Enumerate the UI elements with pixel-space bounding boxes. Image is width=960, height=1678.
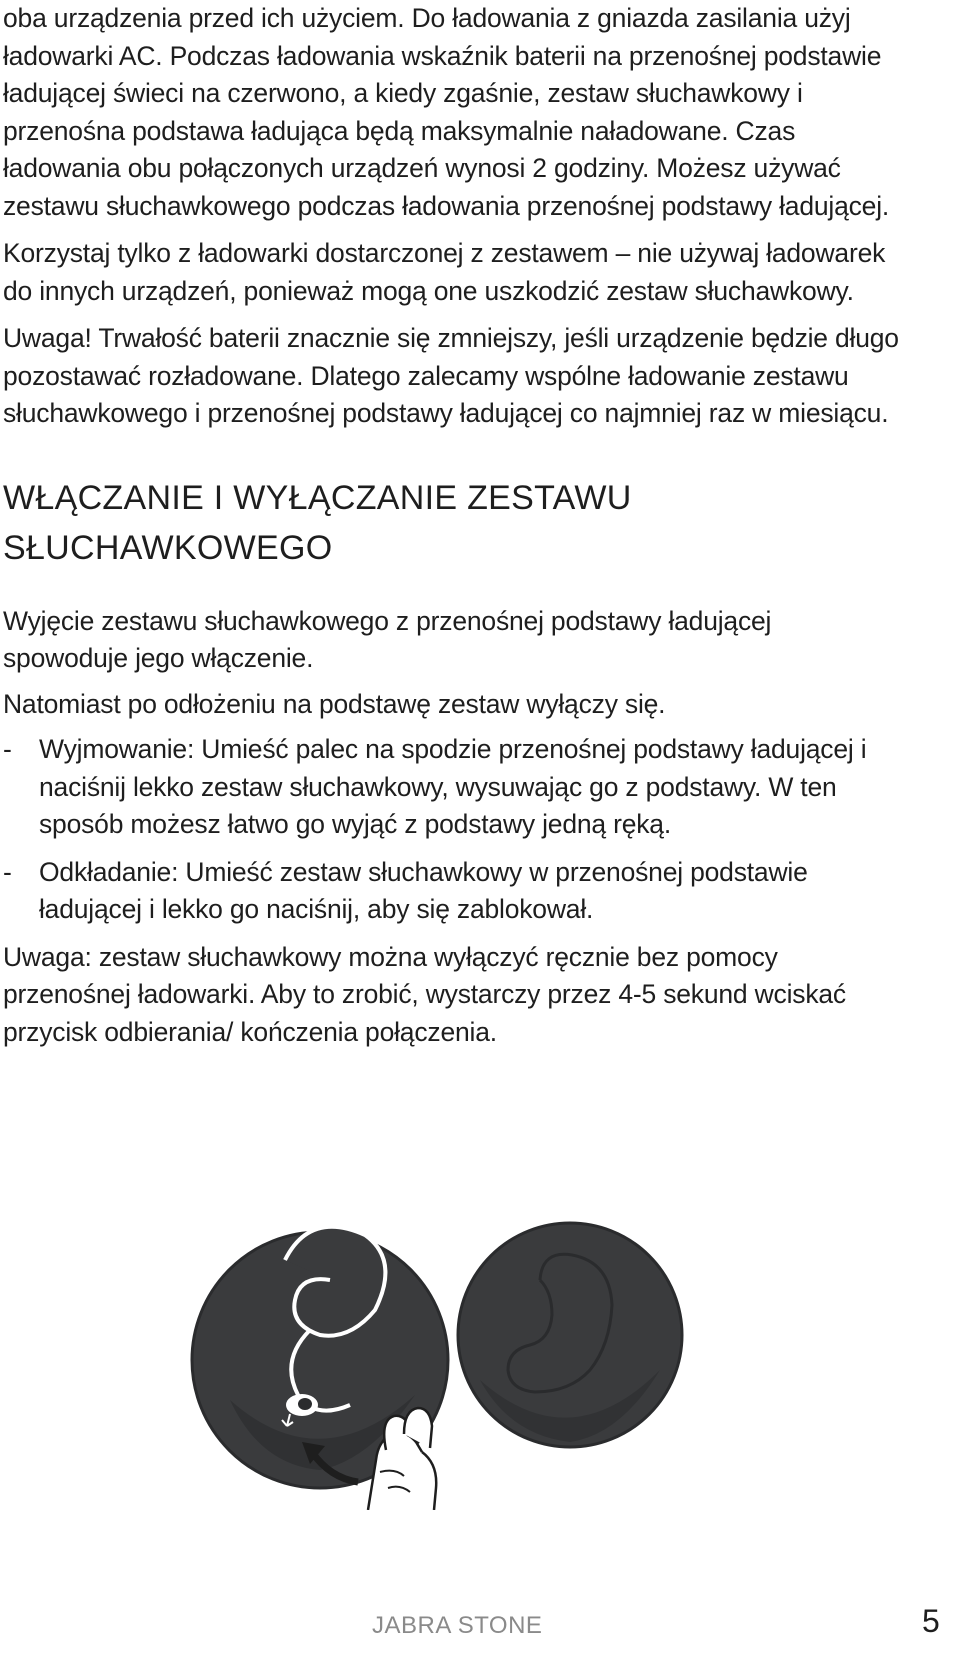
list-item-text: Odkładanie: Umieść zestaw słuchawkowy w przenośnej podstawie ładującej i lekko go naciśnij, aby się zablokował. [39, 856, 808, 924]
footer-brand: JABRA STONE [372, 1612, 543, 1639]
section-title: WŁĄCZANIE I WYŁĄCZANIE ZESTAWU SŁUCHAWKOWEGO [3, 478, 632, 567]
instruction-list [3, 731, 903, 929]
intro-paragraph-charger-warning: Korzystaj tylko z ładowarki dostarczonej z zestawem – nie używaj ładowarek do innych urządzeń, ponieważ mogą one uszkodzić zestaw słuchawkowy. [3, 238, 886, 306]
section-note: Uwaga: zestaw słuchawkowy można wyłączyć ręcznie bez pomocy przenośnej ładowarki. Aby to zrobić, wystarczy przez 4-5 sekund wciskać przycisk odbierania/ kończenia połączenia. [3, 941, 846, 1047]
charger-illustration [190, 1220, 710, 1510]
list-item [3, 854, 903, 929]
list-item-text: Wyjmowanie: Umieść palec na spodzie przenośnej podstawy ładującej i naciśnij lekko zestaw słuchawkowy, wysuwając go z podstawy. W ten sposób możesz łatwo go wyjąć z podstawy jedną ręką. [39, 734, 867, 839]
main-content [3, 0, 903, 1061]
list-item [3, 731, 903, 844]
intro-paragraph-battery-note: Uwaga! Trwałość baterii znacznie się zmniejszy, jeśli urządzenie będzie długo pozostawać rozładowane. Dlatego zalecamy wspólne ładowanie zestawu słuchawkowego i przenośnej podstawy ładującej co najmniej raz w miesiącu. [3, 323, 899, 428]
section-paragraph-power-on: Wyjęcie zestawu słuchawkowego z przenośnej podstawy ładującej spowoduje jego włączenie. [3, 605, 772, 673]
intro-paragraph-charging: oba urządzenia przed ich użyciem. Do ładowania z gniazda zasilania użyj ładowarki AC. Podczas ładowania wskaźnik baterii na przenośnej podstawie ładującej świeci na czerwono, a kiedy zgaśnie, zestaw słuchawkowy i przenośna podstawa ładująca będą maksymalnie naładowane. Czas ładowania obu połączonych urządzeń wynosi 2 godziny. Możesz używać zestawu słuchawkowego podczas ładowania przenośnej podstawy ładującej. [3, 3, 890, 221]
page-number: 5 [922, 1603, 940, 1639]
list-dash: - [3, 734, 12, 764]
charger-closed-icon [458, 1223, 682, 1447]
section-paragraph-power-off: Natomiast po odłożeniu na podstawę zestaw wyłączy się. [3, 688, 666, 719]
list-dash: - [3, 856, 12, 887]
